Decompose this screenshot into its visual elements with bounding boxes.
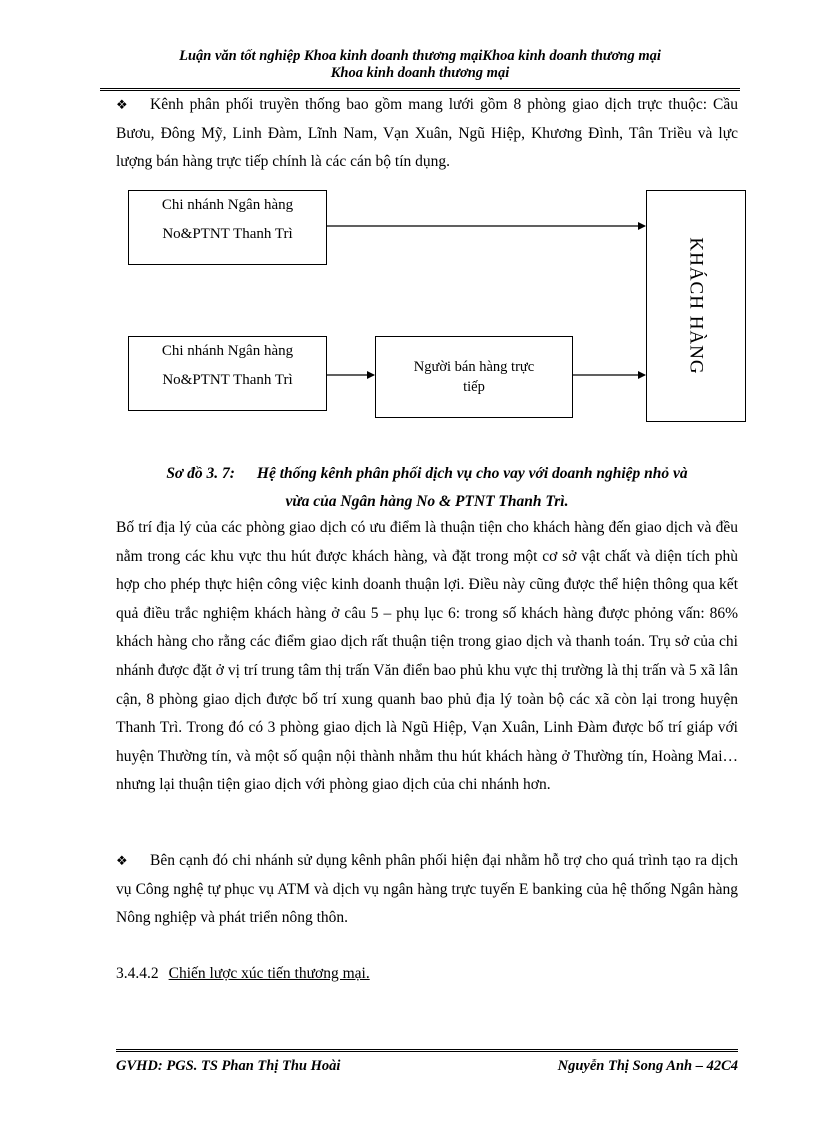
footer-rule <box>116 1049 738 1052</box>
body-paragraph-1: Bố trí địa lý của các phòng giao dịch có ưu điểm là thuận tiện cho khách hàng đến giao dịch và đều nằm trong các khu vực thu hút được khách hàng, và đặt trong một cơ sở vật chất và diện tích phù hợp cho phép thực hiện công việc kinh doanh thuận lợi. Điều này cũng được thể hiện thông qua kết quả điều trắc nghiệm khách hàng ở câu 5 – phụ lục 6: trong số khách hàng được phỏng vấn: 86% khách hàng cho rằng các điểm giao dịch rất thuận tiện trong giao dịch và thanh toán. Trụ sở của chi nhánh được đặt ở vị trí trung tâm thị trấn Văn điển bao phủ khu vực thị trường là thị trấn và 5 xã lân cận, 8 phòng giao dịch được bố trí xung quanh bao phủ địa lý toàn bộ các xã còn lại trong huyện Thanh Trì. Trong đó có 3 phòng giao dịch là Ngũ Hiệp, Vạn Xuân, Linh Đàm được bố trí giáp với huyện Thường tín, và một số quận nội thành nhằm thu hút khách hàng ở Thường tín, Hoàng Mai…nhưng lại thuận tiện giao dịch với phòng giao dịch của chi nhánh hơn. <box>116 519 738 794</box>
subsection-heading <box>116 964 370 984</box>
footer-author: Nguyễn Thị Song Anh – 42C4 <box>557 1058 738 1074</box>
bank-branch-box-top <box>128 190 327 265</box>
salesperson-line-2: tiếp <box>463 379 485 395</box>
subsection-title: Chiến lược xúc tiến thương mại. <box>168 965 370 982</box>
caption-number: Sơ đồ 3. 7: <box>166 465 235 482</box>
caption-line-1: Hệ thống kênh phân phối dịch vụ cho vay với doanh nghiệp nhỏ và <box>256 465 688 482</box>
customer-label: KHÁCH HÀNG <box>685 237 707 375</box>
body-paragraph-2 <box>116 847 738 933</box>
body-paragraph-2-text: Bên cạnh đó chi nhánh sử dụng kênh phân phối hiện đại nhằm hỗ trợ cho quá trình tạo ra dịch vụ Công nghệ tự phục vụ ATM và dịch vụ ngân hàng trực tuyến E banking của hệ thống Ngân hàng Nông nghiệp và phát triển nông thôn. <box>116 852 738 927</box>
customer-box <box>646 190 746 422</box>
bank-branch-bottom-line-1: Chi nhánh Ngân hàng <box>161 343 294 359</box>
page-header <box>100 48 740 82</box>
intro-paragraph <box>116 91 738 177</box>
salesperson-box <box>375 336 573 418</box>
bullet-icon: ❖ <box>116 97 128 112</box>
bank-branch-box-bottom <box>128 336 327 411</box>
caption-line-2: vừa của Ngân hàng No & PTNT Thanh Trì. <box>285 493 569 510</box>
header-line-2: Khoa kinh doanh thương mại <box>330 65 510 81</box>
header-line-1: Luận văn tốt nghiệp Khoa kinh doanh thương mạiKhoa kinh doanh thương mại <box>179 48 661 64</box>
salesperson-line-1: Người bán hàng trực <box>413 359 535 375</box>
intro-text: Kênh phân phối truyền thống bao gồm mang lưới gồm 8 phòng giao dịch trực thuộc: Cầu Bươu, Đông Mỹ, Linh Đàm, Lĩnh Nam, Vạn Xuân, Ngũ Hiệp, Khương Đình, Tân Triều và lực lượng bán hàng trực tiếp chính là các cán bộ tín dụng. <box>116 96 738 171</box>
bank-branch-bottom-line-2: No&PTNT Thanh Trì <box>162 372 293 388</box>
diagram-caption <box>116 460 738 516</box>
subsection-number: 3.4.4.2 <box>116 965 159 982</box>
bank-branch-top-line-1: Chi nhánh Ngân hàng <box>161 197 294 213</box>
bullet-icon-2: ❖ <box>116 853 128 868</box>
bank-branch-top-line-2: No&PTNT Thanh Trì <box>162 226 293 242</box>
footer-advisor: GVHD: PGS. TS Phan Thị Thu Hoài <box>116 1058 341 1074</box>
